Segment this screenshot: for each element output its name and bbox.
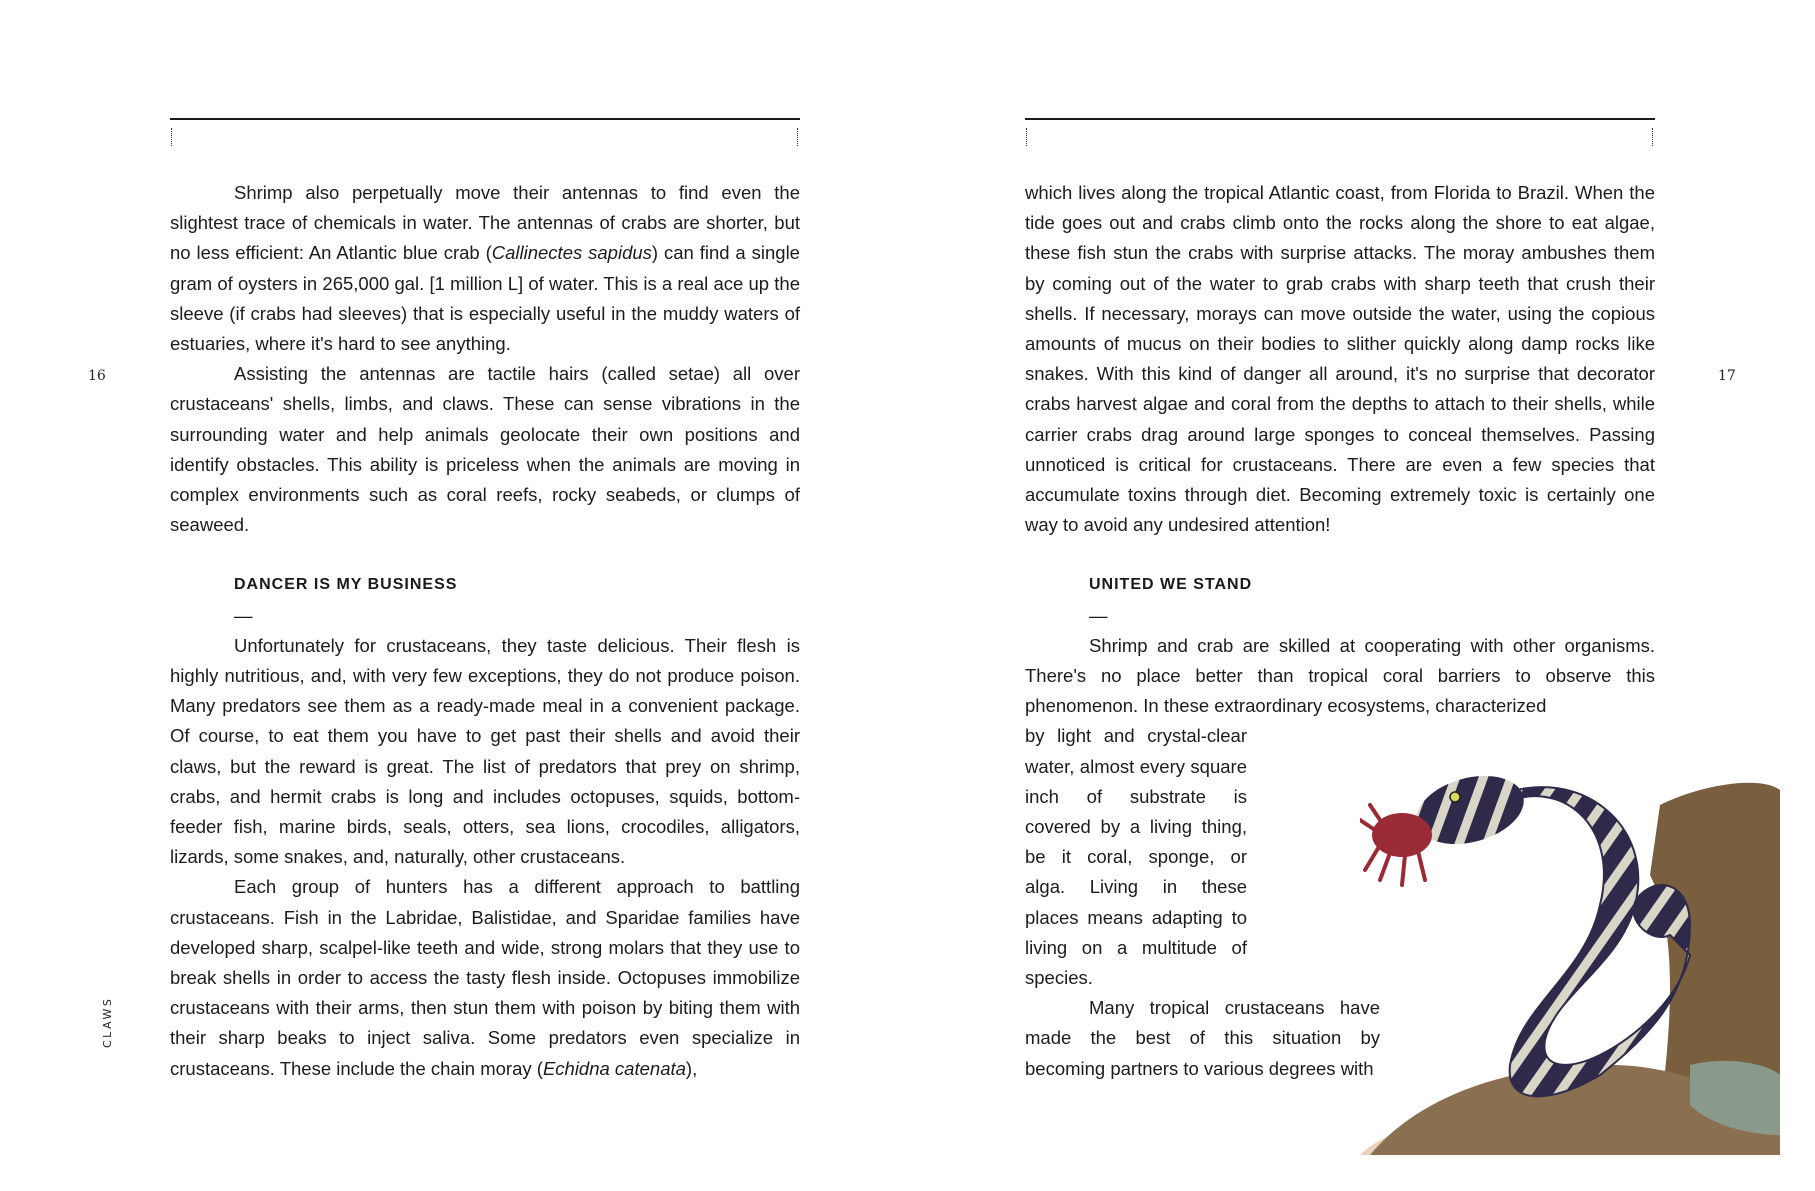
paragraph-predators: Unfortunately for crustaceans, they taste delicious. Their flesh is highly nutritious, and, with very few exceptions, they do not produce poison. Many predators see them as a ready-made meal in a convenient package. Of course, to eat them you have to get past their shells and avoid their claws, but the reward is great. The list of predators that prey on shrimp, crabs, and hermit crabs is long and includes octopuses, squids, bottom-feeder fish, marine birds, seals, otters, sea lions, crocodiles, alligators, lizards, some snakes, and, naturally, other crustaceans. [170,634,800,868]
top-rule-left [170,118,800,120]
page-number-left: 16 [88,368,106,384]
crop-mark-left-a [171,128,172,146]
paragraph-hunters: Each group of hunters has a different approach to battling crustaceans. Fish in the Labridae, Balistidae, and Sparidae families have developed sharp, scalpel-like teeth and wide, strong molars that they use to break shells in order to access the tasty flesh inside. Octopuses immobilize crustaceans with their arms, then stun them with poison by biting them with their sharp beaks to inject saliva. Some predators even specialize in crustaceans. These include the chain moray (Echidna catenata), [170,876,800,1079]
page-number-right: 17 [1718,368,1736,384]
crop-mark-left-b [797,128,798,146]
paragraph-cooperation: Shrimp and crab are skilled at cooperating with other organisms. There's no place better than tropical coral barriers to observe this phenomenon. In these extraordinary ecosystems, characterized [1025,634,1655,717]
section-heading-united: UNITED WE STAND [1089,576,1253,594]
left-text-column [170,178,800,1084]
running-head: CLAWS [101,996,114,1048]
paragraph-partners: Many tropical crustaceans have made the best of this situation by becoming partners to various degrees with [1025,997,1380,1079]
eel-eye [1450,792,1460,802]
wrapped-text-box [1025,721,1247,993]
moray-eel-illustration [1360,735,1780,1155]
heading-dash: — [234,604,253,626]
crop-mark-right-a [1026,128,1027,146]
crop-mark-right-b [1652,128,1653,146]
heading-dash-right: — [1089,604,1108,626]
top-rule-right [1025,118,1655,120]
wrapped-text-box-2 [1025,993,1380,1084]
paragraph-moray: which lives along the tropical Atlantic coast, from Florida to Brazil. When the tide goes out and crabs climb onto the rocks along the shore to eat algae, these fish stun the crabs with surprise attacks. The moray ambushes them by coming out of the water to grab crabs with sharp teeth that crush their shells. If necessary, morays can move outside the water, using the copious amounts of mucus on their bodies to slither quickly along damp rocks like snakes. With this kind of danger all around, it's no surprise that decorator crabs harvest algae and coral from the depths to attach to their shells, while carrier crabs drag around large sponges to conceal themselves. Passing unnoticed is critical for crustaceans. There are even a few species that accumulate toxins through diet. Becoming extremely toxic is certainly one way to avoid any undesired attention! [1025,182,1655,536]
paragraph-antennas: Shrimp also perpetually move their antennas to find even the slightest trace of chemicals in water. The antennas of crabs are shorter, but no less efficient: An Atlantic blue crab (Callinectes sapidus) can find a single gram of oysters in 265,000 gal. [1 million L] of water. This is a real ace up the sleeve (if crabs had sleeves) that is especially useful in the muddy waters of estuaries, where it's hard to see anything. [170,182,800,355]
paragraph-cooperation-wrap: by light and crystal-clear water, almost every square inch of substrate is covered by a living thing, be it coral, sponge, or alga. Living in these places means adapting to living on a multitude of species. [1025,725,1247,989]
section-heading-dancer: DANCER IS MY BUSINESS [234,576,458,594]
paragraph-setae: Assisting the antennas are tactile hairs (called setae) all over crustaceans' shells, limbs, and claws. These can sense vibrations in the surrounding water and help animals geolocate their own positions and identify obstacles. This ability is priceless when the animals are moving in complex environments such as coral reefs, rocky seabeds, or clumps of seaweed. [170,363,800,536]
